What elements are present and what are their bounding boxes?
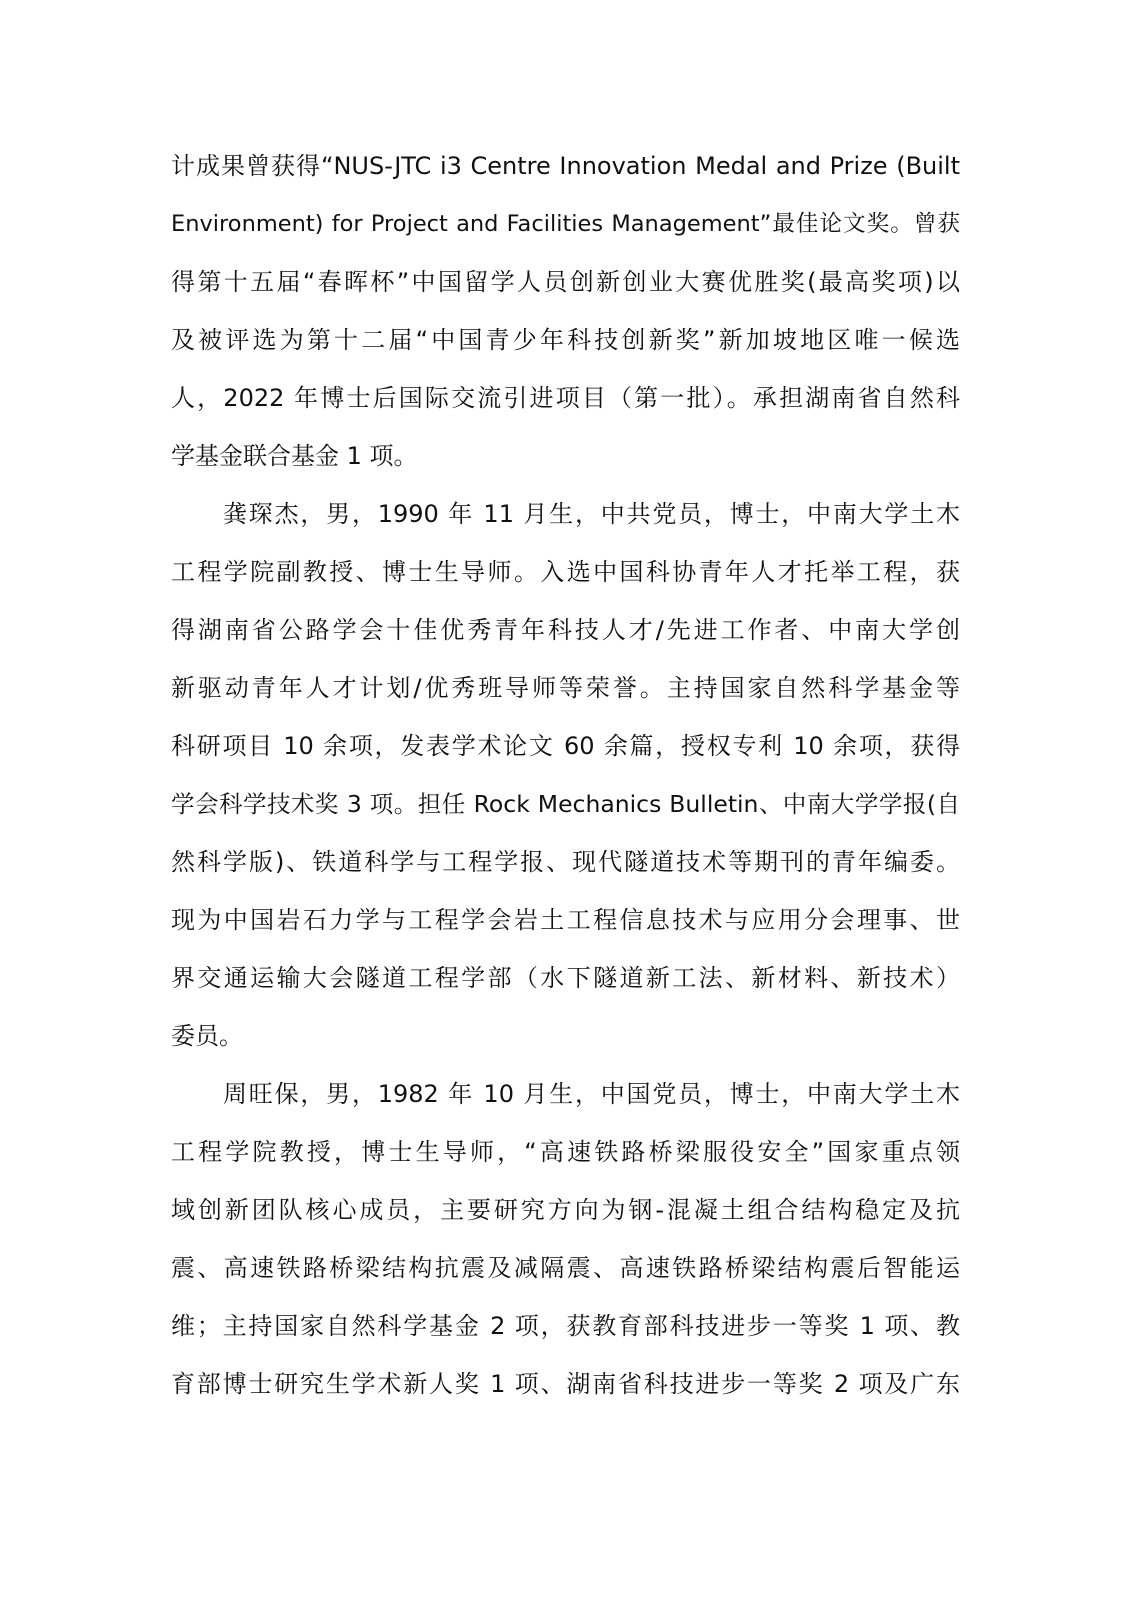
p2-line-5: 科研项目 10 余项，发表学术论文 60 余篇，授权专利 10 余项，获得: [171, 732, 960, 760]
p2-line-1: 龚琛杰，男，1990 年 11 月生，中共党员，博士，中南大学土木: [223, 500, 960, 528]
p3-line-1: 周旺保，男，1982 年 10 月生，中国党员，博士，中南大学土木: [223, 1080, 960, 1108]
p3-line-6: 育部博士研究生学术新人奖 1 项、湖南省科技进步一等奖 2 项及广东: [171, 1370, 960, 1398]
p1-line-3: 得第十五届“春晖杯”中国留学人员创新创业大赛优胜奖(最高奖项)以: [171, 268, 960, 296]
p2-line-3: 得湖南省公路学会十佳优秀青年科技人才/先进工作者、中南大学创: [171, 616, 960, 644]
p2-line-2: 工程学院副教授、博士生导师。入选中国科协青年人才托举工程，获: [171, 558, 960, 586]
p2-line-10: 委员。: [171, 1022, 243, 1050]
p2-line-8: 现为中国岩石力学与工程学会岩土工程信息技术与应用分会理事、世: [171, 906, 960, 934]
p3-line-5: 维；主持国家自然科学基金 2 项，获教育部科技进步一等奖 1 项、教: [171, 1312, 960, 1340]
p2-line-6: 学会科学技术奖 3 项。担任 Rock Mechanics Bulletin、中南大学学报(自: [171, 790, 960, 818]
p1-line-5: 人，2022 年博士后国际交流引进项目（第一批）。承担湖南省自然科: [171, 384, 960, 412]
p1-line-4: 及被评选为第十二届“中国青少年科技创新奖”新加坡地区唯一候选: [171, 326, 960, 354]
p1-line-6: 学基金联合基金 1 项。: [171, 442, 418, 470]
p1-line-2: Environment) for Project and Facilities Management”最佳论文奖。曾获: [171, 211, 960, 237]
p2-line-4: 新驱动青年人才计划/优秀班导师等荣誉。主持国家自然科学基金等: [171, 674, 960, 702]
p3-line-3: 域创新团队核心成员，主要研究方向为钢-混凝土组合结构稳定及抗: [171, 1196, 960, 1224]
p2-line-7: 然科学版)、铁道科学与工程学报、现代隧道技术等期刊的青年编委。: [171, 848, 960, 876]
p1-line-1: 计成果曾获得“NUS-JTC i3 Centre Innovation Medal and Prize (Built: [171, 152, 960, 180]
p3-line-2: 工程学院教授，博士生导师，“高速铁路桥梁服役安全”国家重点领: [171, 1138, 960, 1166]
p3-line-4: 震、高速铁路桥梁结构抗震及减隔震、高速铁路桥梁结构震后智能运: [171, 1254, 960, 1282]
p2-line-9: 界交通运输大会隧道工程学部（水下隧道新工法、新材料、新技术）: [171, 964, 960, 992]
